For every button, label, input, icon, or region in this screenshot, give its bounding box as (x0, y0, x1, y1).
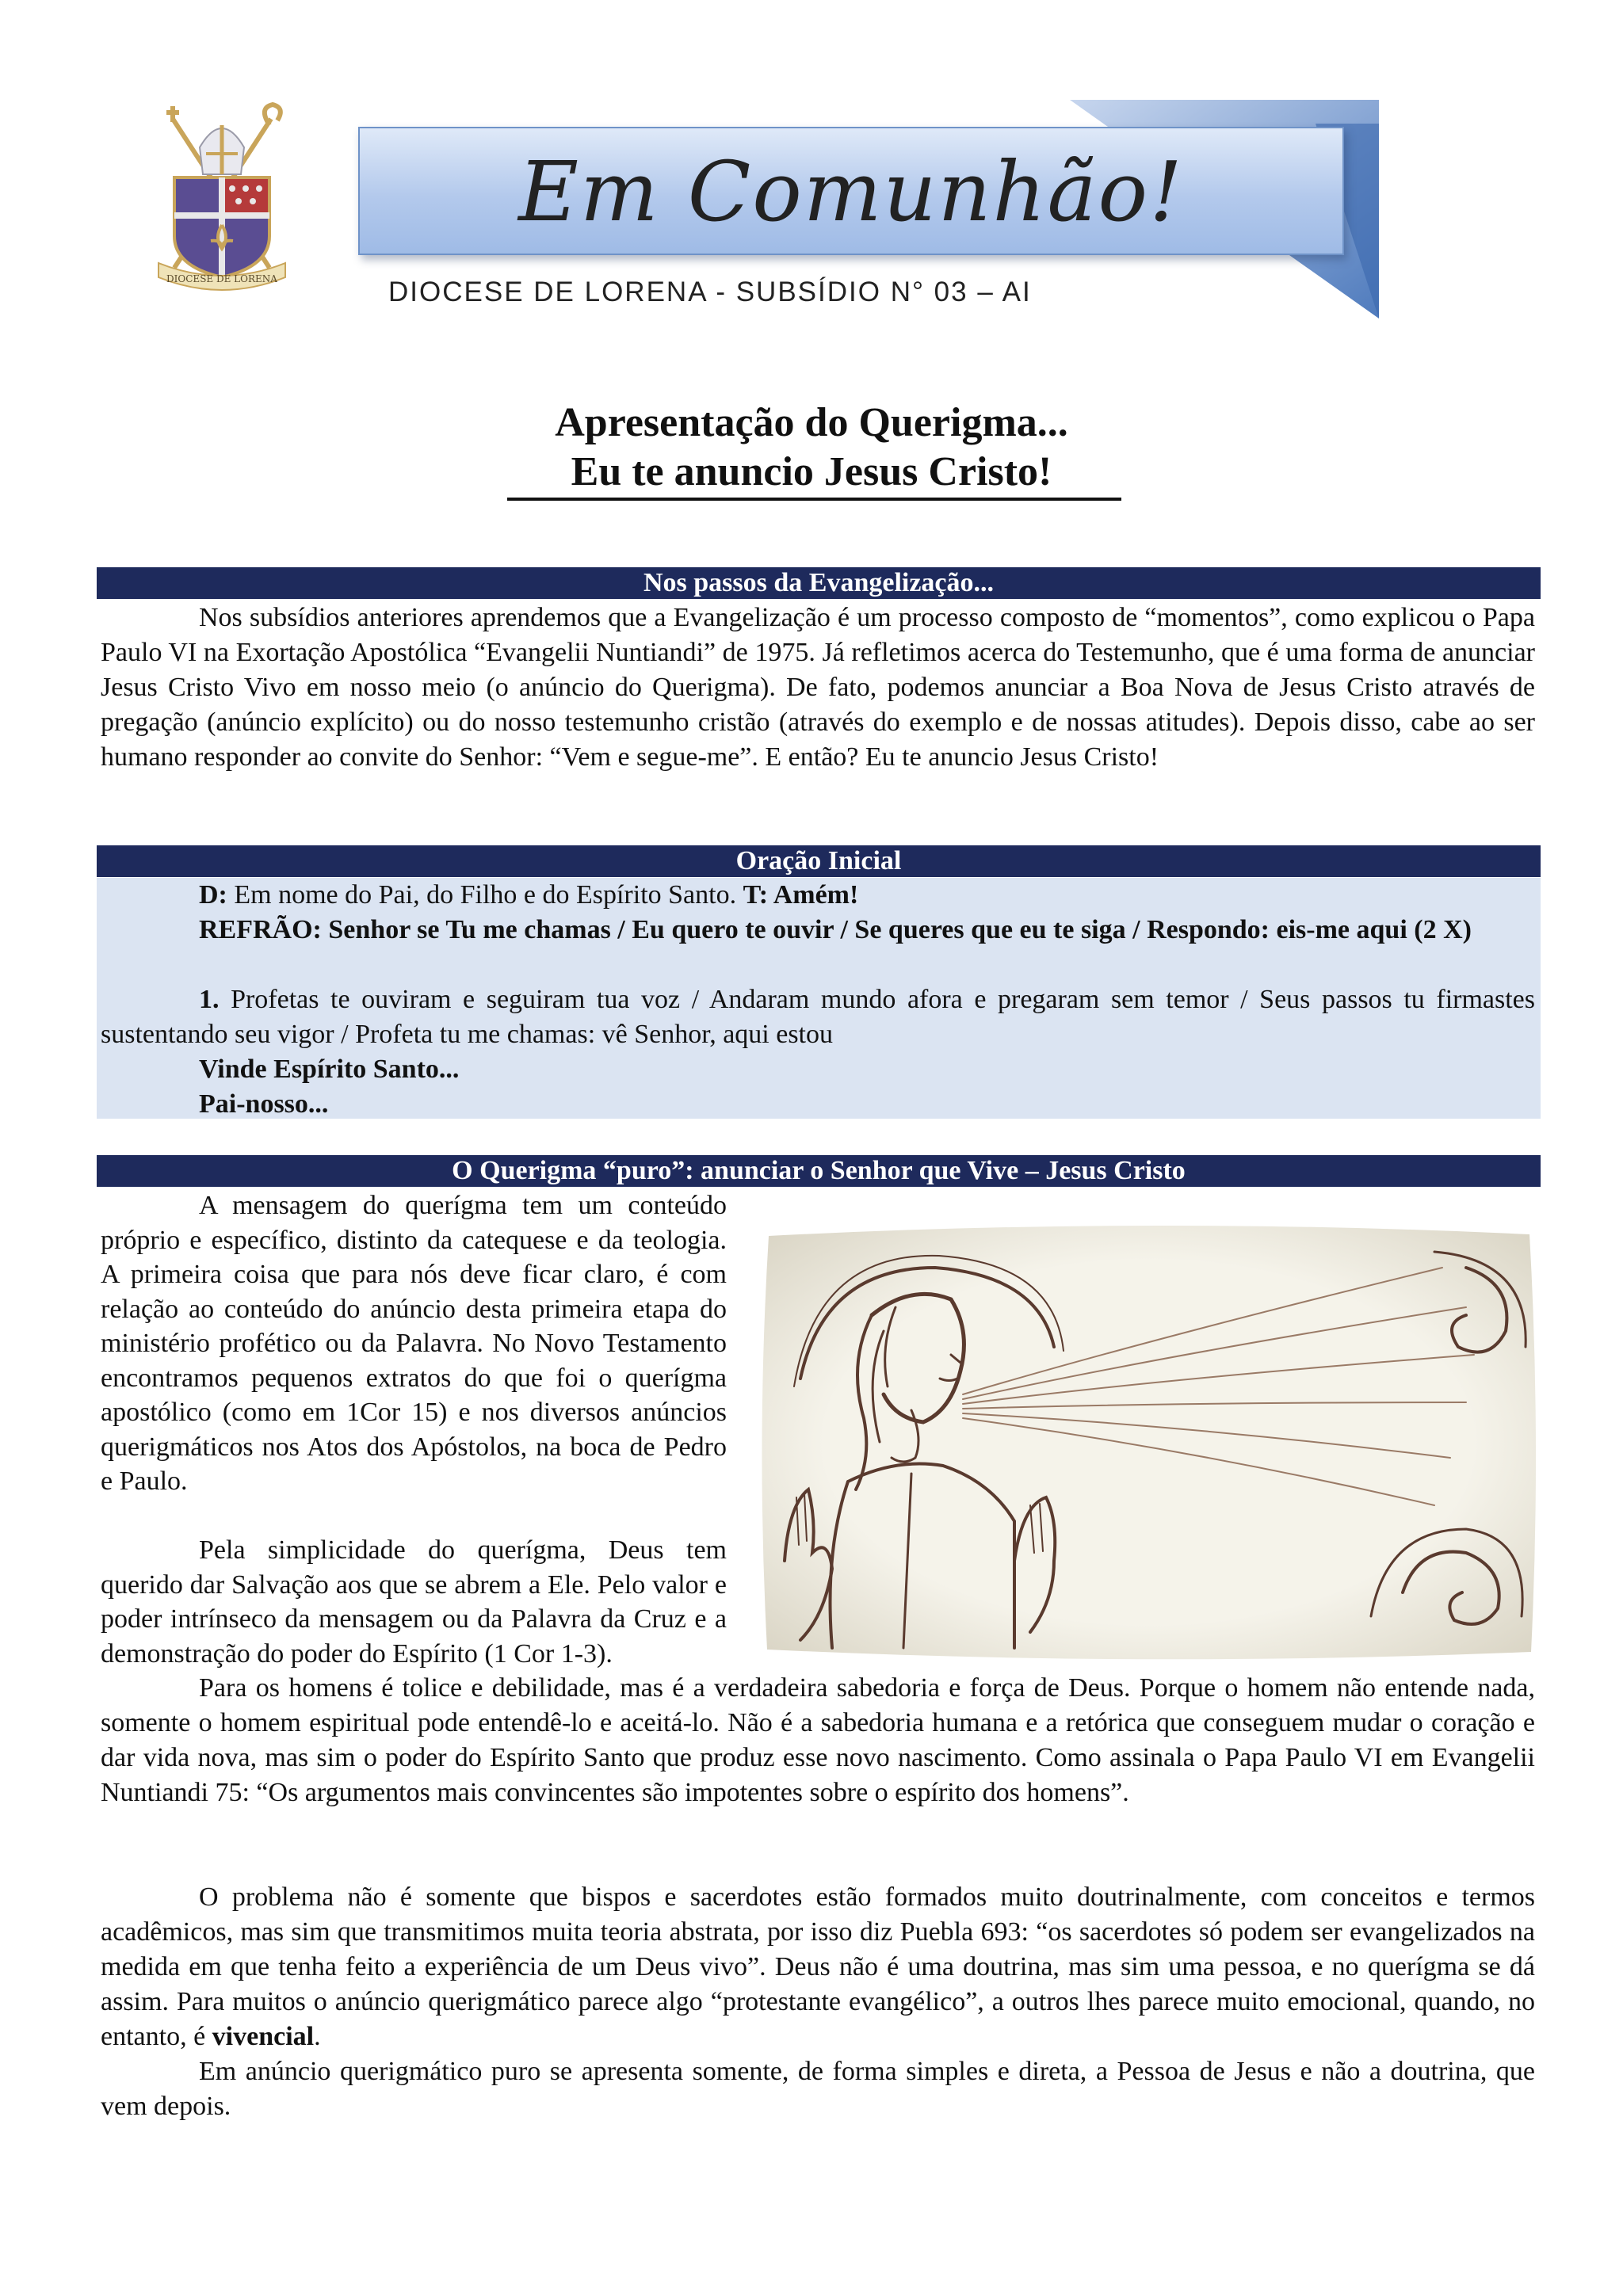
querigma-paragraph-2: Pela simplicidade do querígma, Deus tem querido dar Salvação aos que se abrem a Ele. Pelo valor e poder intrínseco da mensagem ou da Palavra da Cruz e a demonstração do poder do Espírito (1 Cor 1-3). (101, 1535, 727, 1669)
querigma-paragraph-5: Em anúncio querigmático puro se apresenta somente, de forma simples e direta, a Pessoa de Jesus e não a doutrina, que vem depois. (101, 2057, 1535, 2121)
section-text-evangelizacao: Nos subsídios anteriores aprendemos que a Evangelização é um processo composto de “momentos”, como explicou o Papa Paulo VI na Exortação Apostólica “Evangelii Nuntiandi” de 1975. Já refletimos acerca do Testemunho, que é uma forma de anunciar Jesus Cristo Vivo em nosso meio (o anúncio do Querigma). De fato, podemos anunciar a Boa Nova de Jesus Cristo através de pregação (anúncio explícito) ou do nosso testemunho cristão (através do exemplo e de nossas atitudes). Depois disso, cabe ao ser humano responder ao convite do Senhor: “Vem e segue-me”. E então? Eu te anuncio Jesus Cristo! (101, 603, 1535, 772)
querigma-paragraph-4 (101, 1880, 1535, 2054)
prayer-dialogue (101, 878, 1535, 913)
title-banner (358, 127, 1344, 255)
page-subtitle: Eu te anuncio Jesus Cristo! (571, 449, 1052, 494)
prayer-verse-number: 1. (199, 985, 220, 1014)
jesus-breathing-spirit-illustration (753, 1220, 1545, 1664)
prayer-pai-nosso: Pai-nosso... (199, 1089, 329, 1119)
section-heading-evangelizacao: Nos passos da Evangelização... (97, 567, 1541, 599)
crest-caption: DIOCESE DE LORENA (166, 273, 277, 284)
prayer-d-text: Em nome do Pai, do Filho e do Espírito Santo. (227, 880, 743, 910)
subsidio-label: DIOCESE DE LORENA - SUBSÍDIO N° 03 – AI (388, 277, 1032, 307)
section-heading-oracao: Oração Inicial (97, 845, 1541, 877)
querigma-paragraph-4-text: O problema não é somente que bispos e sacerdotes estão formados muito doutrinalmente, com conceitos e termos acadêmicos, mas sim que transmitimos muita teoria abstrata, por isso diz Puebla 693: “os sacerdotes só podem ser evangelizados na medida em que tenha feito a experiência de um Deus vivo”. Deus não é uma doutrina, mas sim uma pessoa, e no querígma se dá assim. Para muitos o anúncio querigmático parece algo “protestante evangélico”, a outros lhes parece muito emocional, quando, no entanto, é (101, 1882, 1535, 2051)
prayer-vinde: Vinde Espírito Santo... (199, 1055, 460, 1084)
querigma-paragraph-3: Para os homens é tolice e debilidade, mas é a verdadeira sabedoria e força de Deus. Porque o homem não entende nada, somente o homem espiritual pode entendê-lo e aceitá-lo. Não é a sabedoria humana e a retórica que conseguem mudar o coração e dar vida nova, mas sim o poder do Espírito Santo que produz esse novo nascimento. Como assinala o Papa Paulo VI em Evangelii Nuntiandi 75: “Os argumentos mais convincentes são impotentes sobre o espírito dos homens”. (101, 1673, 1535, 1807)
title-underline (507, 498, 1121, 501)
banner-title: Em Comunhão! (518, 143, 1184, 240)
prayer-verse (101, 982, 1535, 1052)
prayer-verse-text: Profetas te ouviram e seguiram tua voz / Andaram mundo afora e pregaram sem temor / Seus passos tu firmastes sustentando seu vigor / Profeta tu me chamas: vê Senhor, aqui estou (101, 985, 1535, 1049)
querigma-paragraph-4-end: . (314, 2022, 321, 2051)
querigma-paragraph-1: A mensagem do querígma tem um conteúdo próprio e específico, distinto da catequese e da teologia. A primeira coisa que para nós deve ficar claro, é com relação ao conteúdo do anúncio desta primeira etapa do ministério profético ou da Palavra. No Novo Testamento encontramos pequenos extratos do que foi o querígma apostólico (como em 1Cor 15) e nos diversos anúncios querigmáticos nos Atos dos Apóstolos, na boca de Pedro e Paulo. (101, 1191, 727, 1496)
page-title: Apresentação do Querigma... (555, 400, 1068, 445)
querigma-paragraph-4-bold: vivencial (212, 2022, 315, 2051)
diocese-crest-logo (151, 101, 293, 296)
prayer-d-label: D: (199, 880, 227, 910)
section-heading-querigma: O Querigma “puro”: anunciar o Senhor que Vive – Jesus Cristo (97, 1155, 1541, 1187)
prayer-refrao: REFRÃO: Senhor se Tu me chamas / Eu quero te ouvir / Se queres que eu te siga / Respondo: eis-me aqui (2 X) (199, 915, 1472, 944)
prayer-t-label: T: Amém! (743, 880, 859, 910)
